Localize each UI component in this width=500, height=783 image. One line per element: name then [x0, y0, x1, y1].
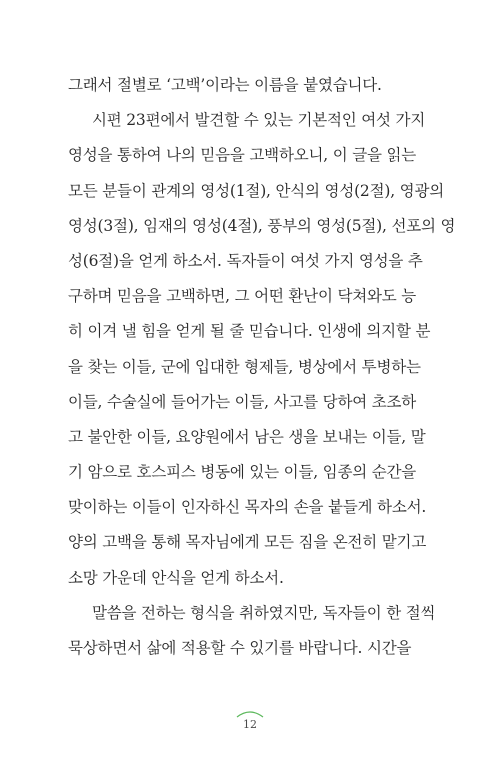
text-line: 맞이하는 이들이 인자하신 목자의 손을 붙들게 하소서. — [68, 498, 427, 517]
body-text — [68, 68, 456, 666]
text-line: 영성(3절), 임재의 영성(4절), 풍부의 영성(5절), 선포의 영 — [68, 216, 456, 235]
page-footer — [0, 708, 500, 731]
text-line: 고 불안한 이들, 요양원에서 남은 생을 보내는 이들, 말 — [68, 427, 426, 446]
text-line: 그래서 절별로 ‘고백’이라는 이름을 붙였습니다. — [68, 76, 382, 94]
text-line: 기 암으로 호스피스 병동에 있는 이들, 임종의 순간을 — [68, 463, 417, 482]
text-line: 성(6절)을 얻게 하소서. 독자들이 여섯 가지 영성을 추 — [68, 251, 423, 270]
decorative-arc-icon — [235, 708, 265, 718]
text-line: 묵상하면서 삶에 적용할 수 있기를 바랍니다. 시간을 — [68, 639, 412, 657]
text-line: 이들, 수술실에 들어가는 이들, 사고를 당하여 초조하 — [68, 392, 417, 411]
text-line: 히 이겨 낼 힘을 얻게 될 줄 믿습니다. 인생에 의지할 분 — [68, 322, 431, 341]
text-line: 을 찾는 이들, 군에 입대한 형제들, 병상에서 투병하는 — [68, 357, 421, 376]
text-line: 구하며 믿음을 고백하면, 그 어떤 환난이 닥쳐와도 능 — [68, 287, 417, 306]
text-line: 양의 고백을 통해 목자님에게 모든 짐을 온전히 맡기고 — [68, 533, 427, 552]
page-number: 12 — [243, 718, 257, 731]
text-line: 모든 분들이 관계의 영성(1절), 안식의 영성(2절), 영광의 — [68, 181, 444, 200]
text-line: 말씀을 전하는 형식을 취하였지만, 독자들이 한 절씩 — [92, 603, 436, 622]
text-line: 시편 23편에서 발견할 수 있는 기본적인 여섯 가지 — [92, 111, 426, 130]
text-line: 영성을 통하여 나의 믿음을 고백하오니, 이 글을 읽는 — [68, 146, 417, 165]
text-line: 소망 가운데 안식을 얻게 하소서. — [68, 568, 284, 587]
